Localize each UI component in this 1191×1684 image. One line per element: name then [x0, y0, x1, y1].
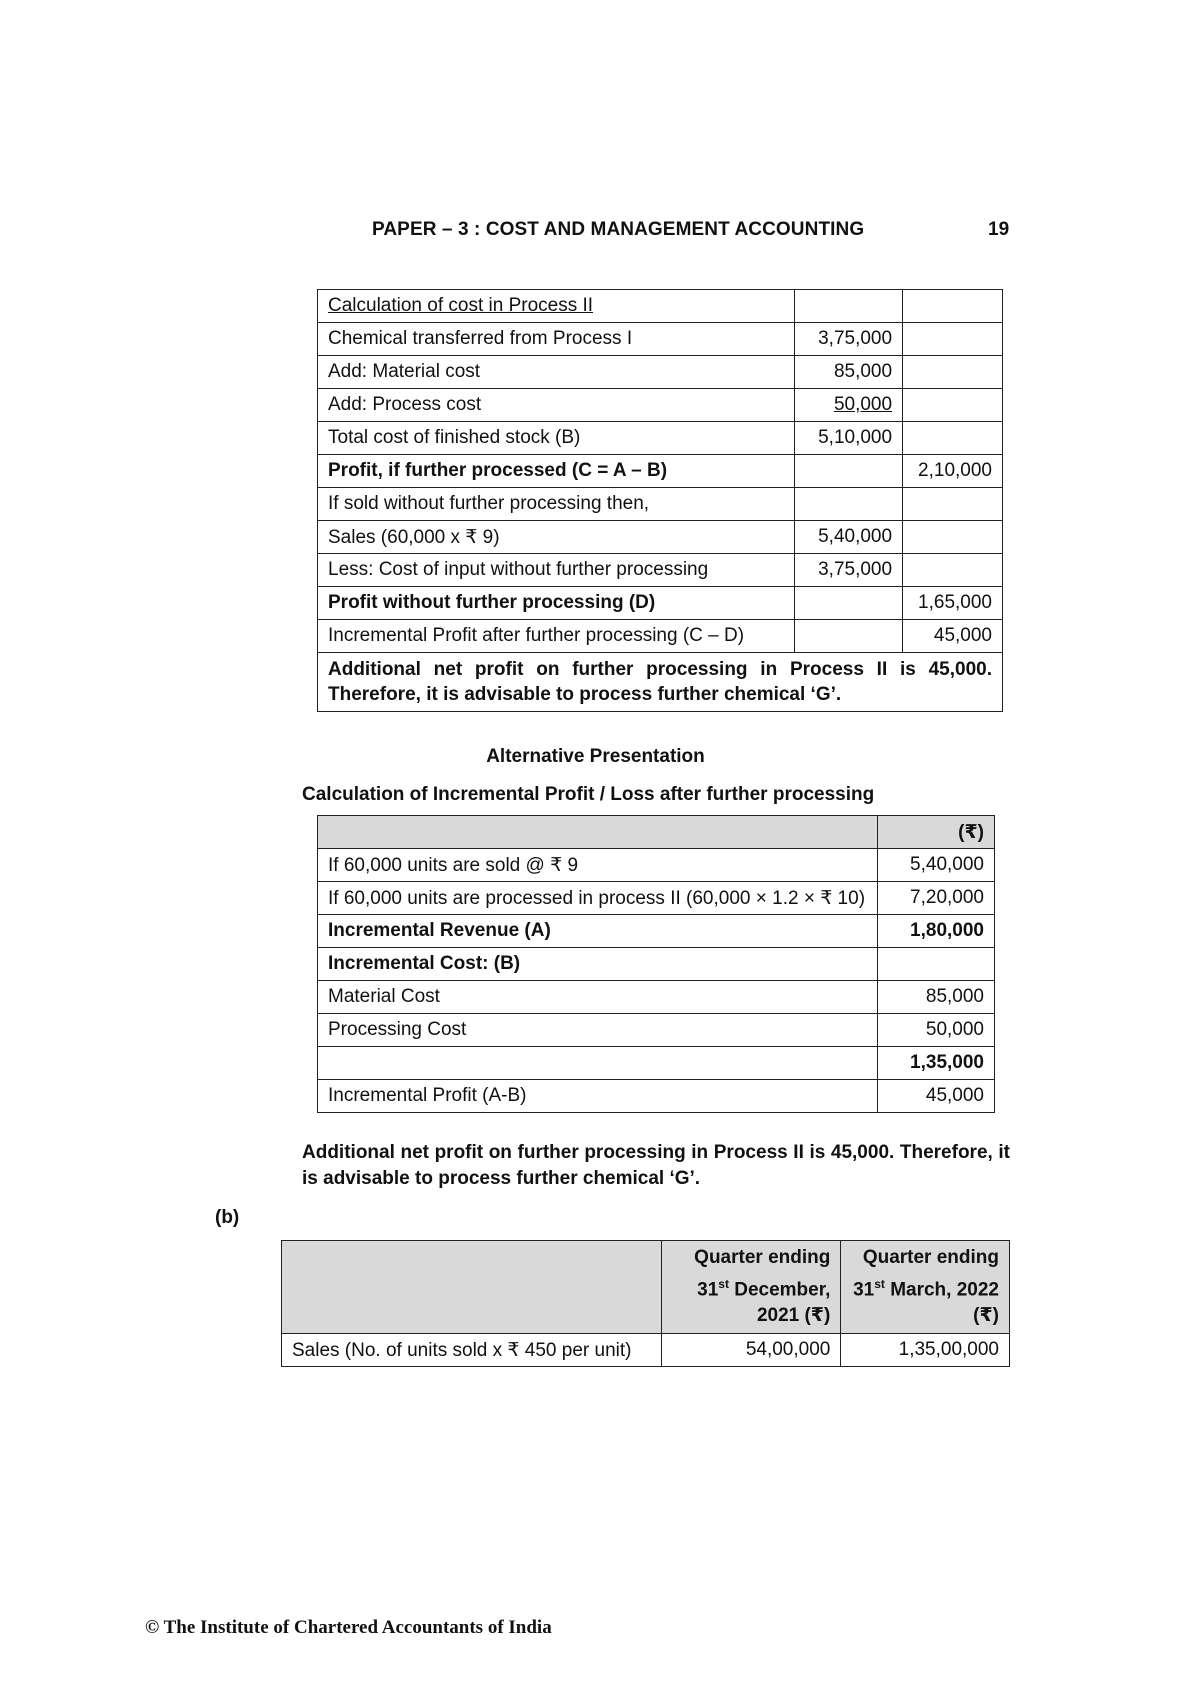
table-cell-value	[877, 948, 994, 981]
table-header-row	[318, 816, 995, 849]
table-cell-label: Sales (No. of units sold x ₹ 450 per unit)	[282, 1334, 662, 1367]
table-cell-total	[903, 356, 1003, 389]
table-row	[318, 488, 1003, 521]
table-cell-label: Incremental Profit (A-B)	[318, 1080, 878, 1113]
header-line: Quarter ending	[694, 1246, 831, 1268]
table-cell-value: 5,40,000	[877, 849, 994, 882]
table-cell-total	[903, 521, 1003, 554]
table-cell-amount	[795, 389, 903, 422]
page-header-title: PAPER – 3 : COST AND MANAGEMENT ACCOUNTING	[372, 219, 865, 240]
table-cell-total	[903, 488, 1003, 521]
page-number: 19	[988, 219, 1010, 240]
table-row	[318, 290, 1003, 323]
table-row	[318, 948, 995, 981]
table-header-cell	[318, 816, 878, 849]
table-cell-total: 2,10,000	[903, 455, 1003, 488]
table-cell-amount: 3,75,000	[795, 554, 903, 587]
table-cell-label	[318, 1047, 878, 1080]
table-cell-value: 1,80,000	[877, 915, 994, 948]
table-note: Additional net profit on further processing in Process II is 45,000. Therefore, it is advisable to process further chemical ‘G’.	[318, 653, 1003, 712]
table-cell-value: 1,35,000	[877, 1047, 994, 1080]
header-line: Quarter ending	[862, 1246, 999, 1268]
table-cell-total	[903, 290, 1003, 323]
part-b-label: (b)	[215, 1207, 240, 1228]
table-row	[318, 1047, 995, 1080]
underlined-amount: 50,000	[833, 394, 893, 415]
table-cell-amount	[795, 488, 903, 521]
table-cell-label: Incremental Profit after further processing (C – D)	[318, 620, 795, 653]
table-cell-amount: 5,10,000	[795, 422, 903, 455]
table-row	[318, 981, 995, 1014]
quarterly-sales-table	[281, 1240, 1010, 1367]
table-cell-amount	[795, 587, 903, 620]
copyright-footer: © The Institute of Chartered Accountants of India	[145, 1617, 552, 1638]
table-header-row	[282, 1241, 1010, 1334]
table-row	[318, 915, 995, 948]
table-cell-amount	[795, 455, 903, 488]
header-day: 31	[853, 1279, 875, 1301]
header-line: December,	[728, 1279, 831, 1301]
table-cell-label: If 60,000 units are processed in process II (60,000 × 1.2 × ₹ 10)	[318, 882, 878, 915]
header-line: 2021 (₹)	[756, 1305, 831, 1327]
table-row	[318, 882, 995, 915]
conclusion-paragraph: Additional net profit on further processing in Process II is 45,000. Therefore, it is advisable to process further chemical ‘G’.	[302, 1142, 1010, 1189]
table-cell-total	[903, 422, 1003, 455]
quarter-dec-header	[661, 1241, 841, 1334]
table-cell-label: If sold without further processing then,	[318, 488, 795, 521]
table-cell-amount: 3,75,000	[795, 323, 903, 356]
table-row	[318, 620, 1003, 653]
alternative-presentation-heading: Alternative Presentation	[486, 746, 705, 767]
table-cell-value: 1,35,00,000	[841, 1334, 1010, 1367]
table-row	[318, 849, 995, 882]
table-row	[318, 323, 1003, 356]
incremental-profit-heading: Calculation of Incremental Profit / Loss after further processing	[302, 784, 875, 805]
table-row	[282, 1334, 1010, 1367]
table-cell-total: 1,65,000	[903, 587, 1003, 620]
incremental-profit-table	[317, 815, 995, 1113]
table-cell-label: Chemical transferred from Process I	[318, 323, 795, 356]
table-cell-label: Profit, if further processed (C = A – B)	[318, 455, 795, 488]
table-cell-label: Sales (60,000 x ₹ 9)	[318, 521, 795, 554]
table-cell-amount	[795, 620, 903, 653]
header-suffix: st	[718, 1276, 729, 1291]
header-line: March, 2022	[884, 1279, 999, 1301]
table-row	[318, 422, 1003, 455]
table-cell-label: Less: Cost of input without further processing	[318, 554, 795, 587]
table-row	[318, 455, 1003, 488]
table-cell-value: 54,00,000	[661, 1334, 841, 1367]
table-cell-label: Add: Material cost	[318, 356, 795, 389]
table-cell-label: Material Cost	[318, 981, 878, 1014]
table-cell-amount	[795, 290, 903, 323]
table-cell-label: Incremental Cost: (B)	[318, 948, 878, 981]
table-cell-value: 7,20,000	[877, 882, 994, 915]
header-day: 31	[697, 1279, 719, 1301]
table-cell-label: Total cost of finished stock (B)	[318, 422, 795, 455]
header-line: (₹)	[973, 1305, 999, 1327]
quarter-mar-header	[841, 1241, 1010, 1334]
table-cell-label: Calculation of cost in Process II	[318, 290, 795, 323]
table-cell-value: 45,000	[877, 1080, 994, 1113]
table-cell-total: 45,000	[903, 620, 1003, 653]
table-cell-label: Profit without further processing (D)	[318, 587, 795, 620]
table-cell-label: If 60,000 units are sold @ ₹ 9	[318, 849, 878, 882]
table-row-note	[318, 653, 1003, 712]
table-cell-total	[903, 323, 1003, 356]
table-header-cell	[282, 1241, 662, 1334]
table-row	[318, 587, 1003, 620]
header-suffix: st	[874, 1276, 885, 1291]
table-row	[318, 554, 1003, 587]
table-cell-label: Add: Process cost	[318, 389, 795, 422]
table-row	[318, 1080, 995, 1113]
table-cell-total	[903, 554, 1003, 587]
table-row	[318, 1014, 995, 1047]
table-cell-label: Incremental Revenue (A)	[318, 915, 878, 948]
table-cell-amount: 85,000	[795, 356, 903, 389]
table-row	[318, 389, 1003, 422]
table-cell-value: 85,000	[877, 981, 994, 1014]
table-cell-label: Processing Cost	[318, 1014, 878, 1047]
table-cell-amount: 5,40,000	[795, 521, 903, 554]
table-cell-total	[903, 389, 1003, 422]
table-row	[318, 521, 1003, 554]
table-row	[318, 356, 1003, 389]
process-ii-cost-table	[317, 289, 1003, 712]
currency-header: (₹)	[877, 816, 994, 849]
table-cell-value: 50,000	[877, 1014, 994, 1047]
